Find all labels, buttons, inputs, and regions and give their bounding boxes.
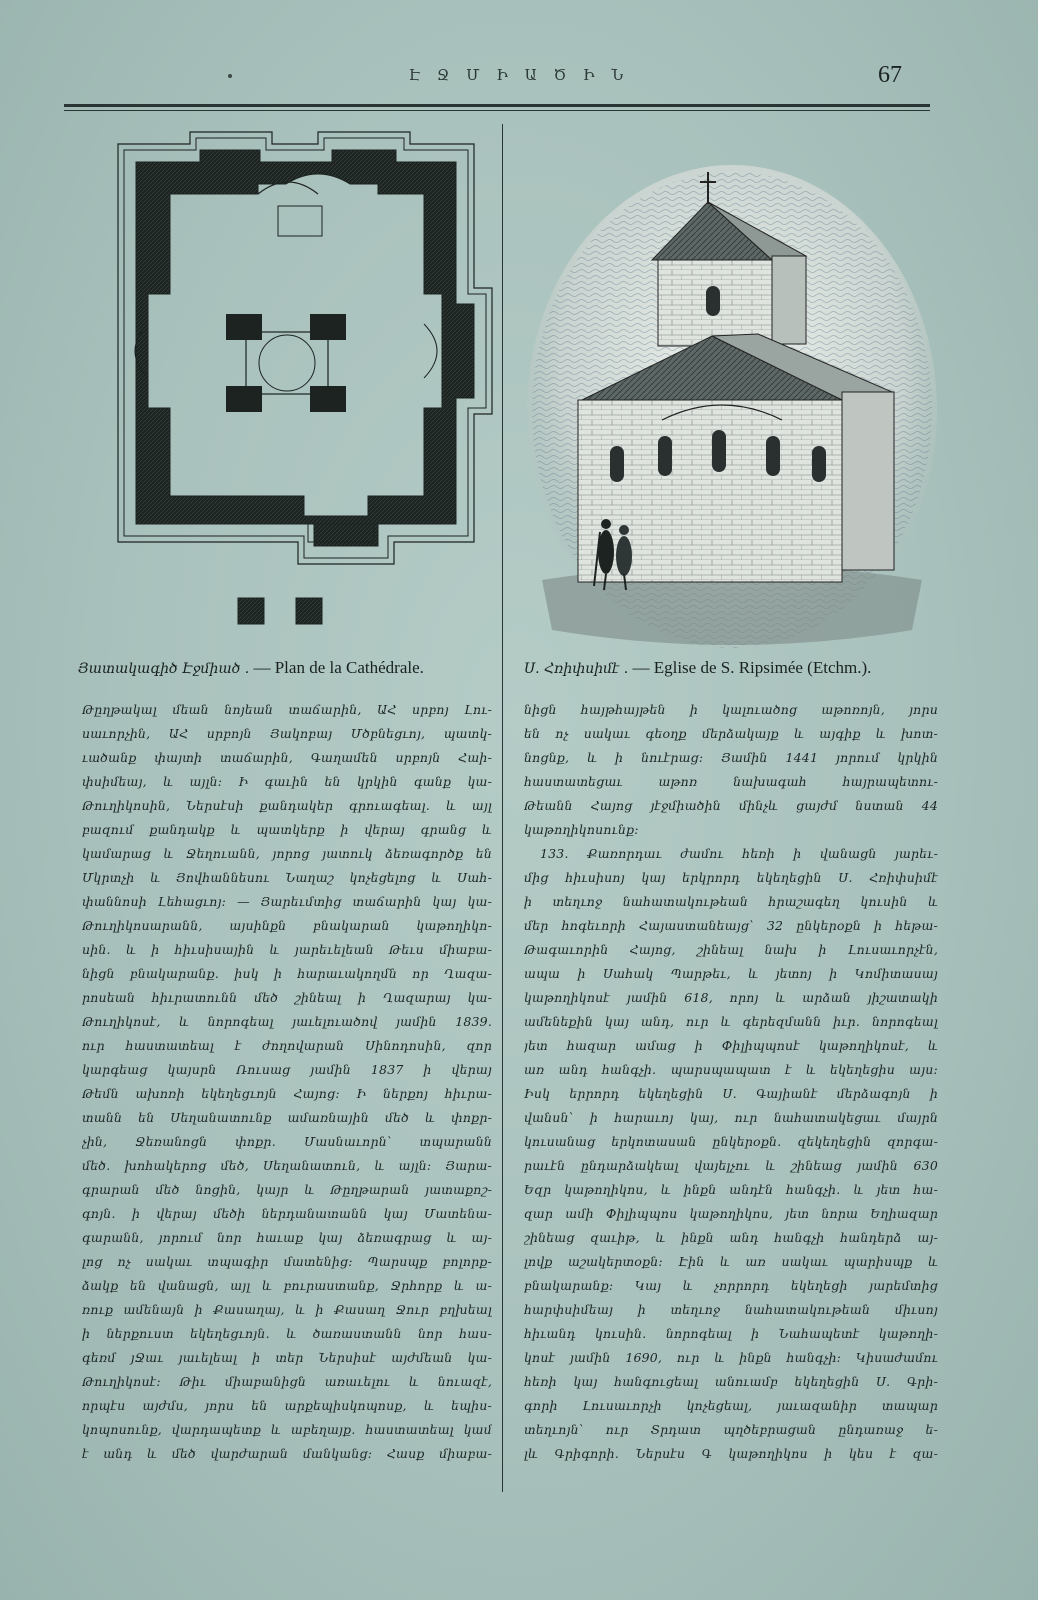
text-line: բազում քանդակք և պատկերք ի վերայ գրանց և [82, 822, 492, 837]
page-number: 67 [878, 62, 902, 88]
text-line: կամարաց և Ջեղուանն, յորոց յատուկ ձեռագործք են [82, 846, 492, 861]
header-rule [64, 104, 930, 107]
church-caption [524, 658, 871, 678]
cathedral-plan-drawing [78, 124, 496, 650]
church-caption-armenian: Ս. Հռիփսիմէ . [524, 661, 629, 677]
text-line: լոց ոչ սակաւ տպագիր մատենից։ Պարսպք բոլորք- [82, 1254, 492, 1269]
text-line: ի ներքուստ եկեղեցւոյն․ և ծառաստանն նոր հաս- [82, 1326, 492, 1341]
text-line: մեր հոգեւորի Հայաստանեայց՝ 32 ընկերօքն ի հեթա- [524, 918, 938, 933]
text-line: է անդ և մեծ վարժարան մանկանց։ Հասք միաբա- [82, 1446, 492, 1461]
text-line: գորի Լուսաւորչի կոչեցեալ, յաւազանիր տապար [524, 1398, 938, 1413]
text-line: րոսեան հիւրատունն մեծ շինեալ ի Ղազարայ կա- [82, 990, 492, 1005]
text-line: փաննոսի Լեհացւոյ։ — Յարեւմտից տաճարին կայ կա- [82, 894, 492, 909]
text-line: նոցնք, և ի նուէրաց։ Յամին 1441 յորում կրկին [524, 750, 938, 765]
text-line: որպէս այժմս, յորս են արքեպիսկոպոսք, և եպիս- [82, 1398, 492, 1413]
text-line: Իսկ երրորդ եկեղեցին Ս. Գայիանէ մերձագոյն ի [524, 1086, 938, 1101]
plan-caption-french: — Plan de la Cathédrale. [253, 658, 424, 677]
text-line: գրարան մեծ նոցին, կայր և Թըղթարան յատաքոշ- [82, 1182, 492, 1197]
text-line: փսիմեայ, և այլն։ Ի գաւին են կրկին գանք կա- [82, 774, 492, 789]
text-line: կաթողիկոսունք։ [524, 822, 639, 837]
text-line: ի տեղւոջ նահատակութեան հրաշագեղ կուսին և [524, 894, 938, 909]
text-line: կարգեաց կայսրն Ռուսաց յամին 1837 ի վերայ [82, 1062, 492, 1077]
text-line: Թուղիկոսէ, և նորոգեալ յաւելուածով յամին 1839. [82, 1014, 492, 1029]
plan-caption-armenian: Յատակագիծ Էջմիած . [78, 661, 250, 677]
text-line: առ անդ հանգչի․ պարսպապատ է և եկեղեցիս այս։ [524, 1062, 938, 1077]
header-rule-thin [64, 110, 930, 111]
text-line: տանն են Սեղանատունք ամառնային մեծ և փոքր- [82, 1110, 492, 1125]
text-line: մեծ․ խոհակերոց մեծ, Սեղանատուն, և այլն։ Յարա- [82, 1158, 492, 1173]
text-line: ապա ի Սահակ Պարթեւ, և յետոյ ի Կոմիտասայ [524, 966, 938, 981]
text-line: ուր հաստատեալ է ժողովարան Սինոդոսին, զոր [82, 1038, 492, 1053]
church-caption-french: — Eglise de S. Ripsimée (Etchm.). [632, 658, 872, 677]
text-line: Թուղիկոսին, Ներսէսի քանդակեր գրուագեալ․ և այլ [82, 798, 492, 813]
text-line: նիցն բնակարանք․ իսկ ի հարաւակողմն որ Ղազա- [82, 966, 492, 981]
text-line: չին, Ջեռանոցն փոքր․ Մասնաւորն՝ տպարանն [82, 1134, 492, 1149]
text-line: հեռի կայ հանգուցեալ անուամբ եկեղեցին Ս. Գրի- [524, 1374, 938, 1389]
text-line: բնակարանք։ Կայ և չորրորդ եկեղեցի յարեմտից [524, 1278, 938, 1293]
text-line: սին. և ի հիւսիսային և յարեւելեան Թեւս միաբա- [82, 942, 492, 957]
text-line: յետ հազար ամաց ի Փիլիպպոսէ կաթողիկոսէ, և [524, 1038, 938, 1053]
text-line: նիցն հայթհայթեն ի կալուածոց աթոռոյն, յորս [524, 702, 938, 717]
text-line: մից հիւսիսոյ կայ երկրորդ եկեղեցին Ս. Հռիփսիմէ [524, 870, 938, 885]
text-line: Թեմն ախոռի եկեղեցւոյն Հայոց։ Ի ներքոյ հիւրա- [82, 1086, 492, 1101]
text-line: Մկրտչի և Յովհաննեսու Նաղաշ կոչեցելոց և Սահ- [82, 870, 492, 885]
text-line: կաթողիկոսէ յամին 618, որոյ և արձան յիշատակի [524, 990, 938, 1005]
text-line: ռուք ամենայն ի Քասաղայ, և ի Քասաղ Ջուր բղխեալ [82, 1302, 492, 1317]
text-line: լև Գրիգորի․ Ներսէս Գ կաթողիկոս ի կես է զա- [524, 1446, 938, 1461]
running-title: Է Ջ Մ Ի Ա Ծ Ի Ն [408, 66, 630, 84]
text-line: գոյն․ ի վերայ մեծի ներդանատանն կայ Մատենա- [82, 1206, 492, 1221]
text-line: զար ամի Փիլիպպոս կաթողիկոս, յետ նորա Եղիազար [524, 1206, 938, 1221]
text-line: ձակք են վանացն, այլ և բուրաստանք, Ջրհորք և ա- [82, 1278, 492, 1293]
text-line: գարանն, յորում նոր հաւաք կայ ձեռագրաց և այ- [82, 1230, 492, 1245]
church-engraving-figure [522, 160, 942, 650]
text-line: Եզր կաթողիկոս, և ինքն անդէն հանգչի․ և յետ հա- [524, 1182, 938, 1197]
text-line: 133. Քառորդաւ ժամու հեռի ի վանացն յարեւ- [540, 846, 938, 861]
text-line: կուսանաց երկոտասան ընկերօքն․ զեկեղեցին զորգա- [524, 1134, 938, 1149]
text-line: լովք աշակերտօքն։ Էին և առ սակաւ պարիսպք և [524, 1254, 938, 1269]
text-line: Թեանն Հայոց յէջմիածին մինչև ցայժմ նստան 44 [524, 798, 938, 813]
text-line: ւածանք փայտի տաճարին, Գաղամեն սրբոյն Հաի- [82, 750, 492, 765]
left-text-column [82, 698, 492, 1466]
text-line: Թագաւորին Հայոց, շինեալ նախ ի Լուսաւորչէն, [524, 942, 938, 957]
text-line: ամենեքին կայ անդ, ուր և գերեզմանն իւր․ նորոգեալ [524, 1014, 938, 1029]
text-line: շինեաց զաւիթ, և ինքն անդ հանգչի հանդերձ այ- [524, 1230, 938, 1245]
text-line: հիւանդ կուսին․ նորոգեալ ի Նահապետէ կաթողի- [524, 1326, 938, 1341]
text-line: րաւէն ընդարձակեալ վայելչու և շինեաց յամին 630 [524, 1158, 938, 1173]
church-engraving [522, 160, 942, 650]
text-line: վանսն՝ ի հարաւոյ կայ, ուր նահատակեցաւ մայրն [524, 1110, 938, 1125]
text-line: Թուղիկոսէ։ Թիւ միաբանիցն առաւելու և նուազէ, [82, 1374, 492, 1389]
text-line: Թըղթակալ մեան նոյեան տաճարին, ԱՀ սրբոյ Լու- [82, 702, 492, 717]
text-line: են ոչ սակաւ գեօղք մերձակայք և այգիք և խոտ- [524, 726, 938, 741]
right-text-column [524, 698, 938, 1466]
text-line: հարփսիմեայ ի տեղւոջ նահատակութեան միւսոյ [524, 1302, 938, 1317]
text-line: Թուղիկոսարանն, այսինքն բնակարան կաթողիկո- [82, 918, 492, 933]
text-line: գեռմ յՋաւ յաւելեալ ի տեր Ներսիսէ այժմեան կա- [82, 1350, 492, 1365]
cathedral-plan-figure [78, 124, 496, 650]
plan-caption [78, 658, 424, 678]
text-line: հաստատեցաւ աթոռ նախագահ հայրապետու- [524, 774, 938, 789]
text-line: կոպոսունք, վարդապետք և աբեղայք․ հաստատեալ կամ [82, 1422, 492, 1437]
text-line: կոսէ յամին 1690, ուր և ինքն հանգչի։ Կիսաժամու [524, 1350, 938, 1365]
text-line: սաւորչին, ԱՀ սրբոյն Յակոբայ Մծբնեցւոյ, պատկ- [82, 726, 492, 741]
column-divider [502, 124, 503, 1492]
text-line: տեղւոյն՝ ուր Տրդատ պղծեբրացան ընդառաջ ե- [524, 1422, 938, 1437]
